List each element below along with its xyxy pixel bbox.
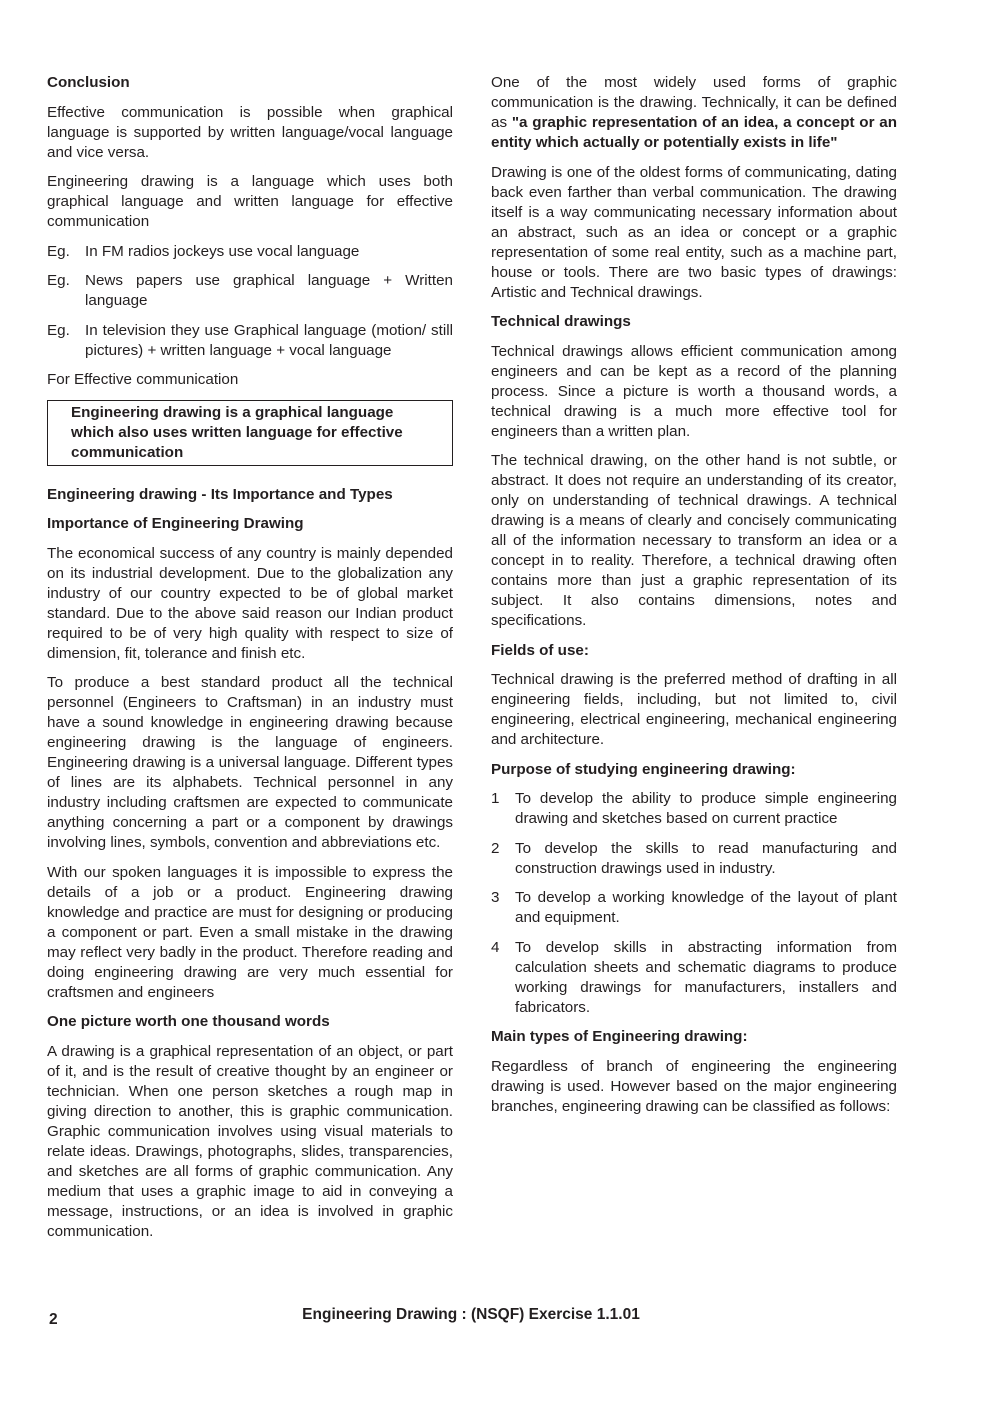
heading-fields: Fields of use: xyxy=(491,641,589,659)
paragraph: Drawing is one of the oldest forms of communicating, dating back even farther than verbal communication. The drawing itself is a way communicating necessary information about an abstract, such as an idea or concept or a graphic representation of some real entity, such as a machine part, house or tools. There are two basic types of drawings: Artistic and Technical drawings. xyxy=(491,163,897,301)
item-number: 2 xyxy=(491,839,500,857)
footer-title: Engineering Drawing : (NSQF) Exercise 1.1.01 xyxy=(302,1306,640,1323)
item-text: To develop a working knowledge of the layout of plant and equipment. xyxy=(515,889,897,926)
paragraph: The technical drawing, on the other hand is not subtle, or abstract. It does not require an understanding of its creator, only on understanding of technical drawings. A technical drawing is a means of clearly and concisely communicating all of the information necessary to transform an idea or a concept in to reality. Therefore, a technical drawing often contains more than just a graphic representation of its subject. It also contains dimensions, notes and specifications. xyxy=(491,452,897,629)
example-text: In television they use Graphical language (motion/ still pictures) + written language + vocal language xyxy=(85,321,453,359)
purpose-item xyxy=(491,789,897,829)
example-text: In FM radios jockeys use vocal language xyxy=(85,242,360,260)
item-number: 3 xyxy=(491,889,500,906)
heading-importance: Importance of Engineering Drawing xyxy=(47,515,304,532)
example-label: Eg. xyxy=(47,242,70,260)
purpose-item xyxy=(491,888,897,928)
paragraph: Technical drawings allows efficient communication among engineers and can be kept as a record of the planning process. Since a picture is worth a thousand words, a technical drawing is a much more effective tool for engineers than a written plan. xyxy=(491,342,897,440)
example-label: Eg. xyxy=(47,272,70,289)
item-text: To develop the ability to produce simple engineering drawing and sketches based on current practice xyxy=(515,790,897,827)
heading-importance-types: Engineering drawing - Its Importance and Types xyxy=(47,485,393,503)
heading-conclusion: Conclusion xyxy=(47,74,130,91)
paragraph: Regardless of branch of engineering the engineering drawing is used. However based on the major engineering branches, engineering drawing can be classified as follows: xyxy=(491,1057,897,1115)
paragraph: With our spoken languages it is impossible to express the details of a job or a product. Engineering drawing knowledge and practice are must for designing or producing a component or part. Even a small mistake in the drawing may reflect very badly in the product. Therefore reading and doing engineering drawing are very much essential for craftsmen and engineers xyxy=(47,863,453,1001)
purpose-item xyxy=(491,938,897,1018)
heading-purpose: Purpose of studying engineering drawing: xyxy=(491,760,796,778)
right-column xyxy=(491,73,897,1126)
example-label: Eg. xyxy=(47,321,70,339)
paragraph: Technical drawing is the preferred method of drafting in all engineering fields, including, but not limited to, civil engineering, electrical engineering, mechanical engineering and architecture. xyxy=(491,671,897,748)
highlight-box: Engineering drawing is a graphical language which also uses written language for effective communication xyxy=(47,400,453,466)
paragraph: The economical success of any country is mainly depended on its industrial development. Due to the globalization any industry of our country expected to be of global market standard. Due to the above said reason our Indian product required to be of very high quality with respect to size of dimension, fit, tolerance and finish etc. xyxy=(47,544,453,662)
item-text: To develop the skills to read manufacturing and construction drawings used in industry. xyxy=(515,839,897,877)
definition-bold: "a graphic representation of an idea, a concept or an entity which actually or potentially exists in life" xyxy=(491,114,897,151)
definition-text: One of the most widely used forms of graphic communication is the drawing. Technically, it can be defined as xyxy=(491,74,897,131)
paragraph: Effective communication is possible when graphical language is supported by written language/vocal language and vice versa. xyxy=(47,103,453,161)
example-text: News papers use graphical language + Written language xyxy=(85,272,453,309)
paragraph: A drawing is a graphical representation of an object, or part of it, and is the result of creative thought by an engineer or technician. When one person sketches a rough map in giving direction to another, this is graphic communication. Graphic communication involves using visual materials to relate ideas. Drawings, photographs, slides, transparencies, and sketches are all forms of graphic communication. Any medium that uses a graphic image to aid in conveying a message, instructions, or an idea is involved in graphic communication. xyxy=(47,1042,453,1240)
left-column xyxy=(47,73,453,1251)
item-number: 4 xyxy=(491,938,500,956)
heading-technical: Technical drawings xyxy=(491,313,631,330)
paragraph: For Effective communication xyxy=(47,371,239,388)
paragraph-definition xyxy=(491,73,897,153)
heading-types: Main types of Engineering drawing: xyxy=(491,1028,748,1045)
example-item xyxy=(47,321,453,361)
page-number: 2 xyxy=(49,1311,58,1328)
paragraph: To produce a best standard product all the technical personnel (Engineers to Craftsman) in an industry must have a sound knowledge in engineering drawing because engineering drawing is the language of engineers. Engineering drawing is a universal language. Different types of lines are its alphabets. Technical personnel in any industry including craftsmen are expected to communicate anything concerning a part or a component by drawings involving lines, symbols, convention and abbreviations etc. xyxy=(47,674,453,851)
example-item xyxy=(47,271,453,311)
purpose-item xyxy=(491,839,897,879)
item-text: To develop skills in abstracting information from calculation sheets and schematic diagrams to produce working drawings for manufacturers, installers and fabricators. xyxy=(515,938,897,1016)
item-number: 1 xyxy=(491,790,500,807)
example-item xyxy=(47,242,453,262)
paragraph: Engineering drawing is a language which uses both graphical language and written language for effective communication xyxy=(47,173,453,230)
heading-picture: One picture worth one thousand words xyxy=(47,1013,330,1030)
